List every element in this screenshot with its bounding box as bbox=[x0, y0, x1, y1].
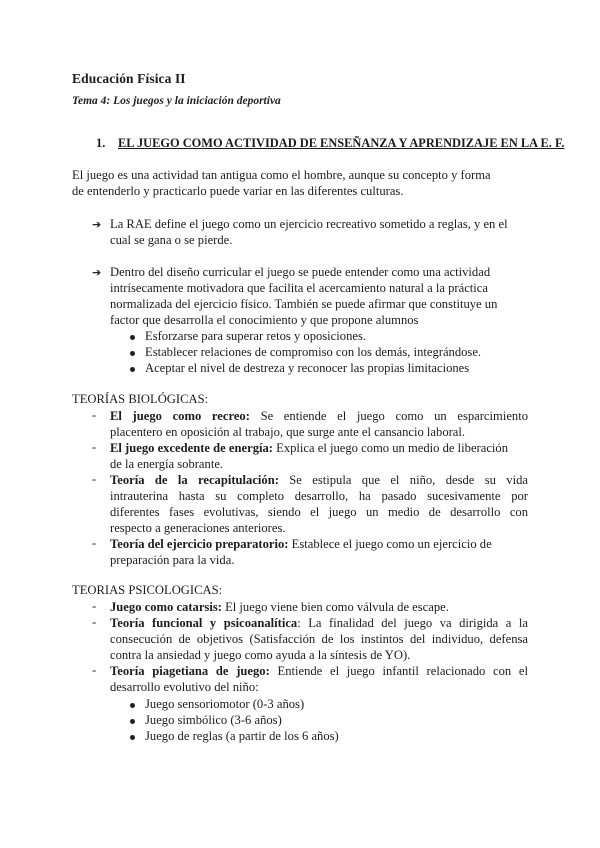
psy-term: Teoría piagetiana de juego: bbox=[110, 664, 270, 678]
bio-text: preparación para la vida. bbox=[110, 553, 235, 567]
dash-marker: - bbox=[92, 599, 97, 613]
bio-heading: TEORÍAS BIOLÓGICAS: bbox=[72, 392, 209, 406]
bullet-icon bbox=[130, 735, 135, 740]
dash-marker: - bbox=[92, 408, 97, 422]
bio-term: Teoría de la recapitulación: bbox=[110, 473, 279, 487]
bio-text: Establece el juego como un ejercicio de bbox=[291, 537, 492, 551]
bio-text: respecto a generaciones anteriores. bbox=[110, 521, 286, 535]
bio-text: Se entiende el juego como un esparcimiento bbox=[260, 409, 529, 423]
psy-item bbox=[110, 599, 530, 615]
arrow-item-line: Dentro del diseño curricular el juego se puede entender como una actividad bbox=[110, 265, 491, 279]
bio-term: El juego excedente de energía: bbox=[110, 441, 273, 455]
arrow-item bbox=[110, 216, 530, 248]
section-title: EL JUEGO COMO ACTIVIDAD DE ENSEÑANZA Y APRENDIZAJE EN LA E. F. bbox=[118, 136, 565, 150]
section-number: 1. bbox=[96, 136, 106, 150]
bullet-icon bbox=[130, 367, 135, 372]
intro-line: de entenderlo y practicarlo puede variar en las diferentes culturas. bbox=[72, 184, 404, 198]
psy-text: contra la ansiedad y juego como ayuda a la síntesis de YO). bbox=[110, 648, 411, 662]
psy-text: El juego viene bien como válvula de escape. bbox=[225, 600, 449, 614]
dash-marker: - bbox=[92, 615, 97, 629]
bio-item bbox=[110, 408, 528, 440]
arrow-bullet-icon: ➔ bbox=[92, 266, 102, 279]
dash-marker: - bbox=[92, 663, 97, 677]
topic-title: Tema 4: Los juegos y la iniciación deportiva bbox=[72, 95, 281, 107]
sub-bullet-item: Aceptar el nivel de destreza y reconocer las propias limitaciones bbox=[145, 361, 470, 375]
bio-item bbox=[110, 472, 528, 536]
bullet-icon bbox=[130, 719, 135, 724]
piaget-item: Juego sensoriomotor (0-3 años) bbox=[145, 697, 305, 711]
arrow-bullet-icon: ➔ bbox=[92, 218, 102, 231]
psy-text: Entiende el juego infantil relacionado con el bbox=[277, 664, 528, 678]
intro-paragraph bbox=[72, 167, 528, 199]
psy-item bbox=[110, 615, 528, 663]
bullet-icon bbox=[130, 703, 135, 708]
arrow-item bbox=[110, 264, 530, 328]
bio-text: Se estipula que el niño, desde su vida bbox=[289, 473, 528, 487]
psy-term: Teoría funcional y psicoanalítica bbox=[110, 616, 298, 630]
bio-term: El juego como recreo: bbox=[110, 409, 250, 423]
psy-heading: TEORIAS PSICOLOGICAS: bbox=[72, 583, 223, 597]
bio-text: intrauterina hasta su completo desarrollo, ha pasado sucesivamente por bbox=[110, 489, 528, 503]
sub-bullet-item: Esforzarse para superar retos y oposiciones. bbox=[145, 329, 367, 343]
bio-text: diferentes fases evolutivas, siendo el juego un medio de desarrollo con bbox=[110, 505, 528, 519]
bullet-icon bbox=[130, 351, 135, 356]
bio-text: de la energía sobrante. bbox=[110, 457, 224, 471]
course-title: Educación Física II bbox=[72, 71, 186, 86]
bio-item bbox=[110, 440, 530, 472]
psy-term: Juego como catarsis: bbox=[110, 600, 222, 614]
piaget-item: Juego de reglas (a partir de los 6 años) bbox=[145, 729, 339, 743]
arrow-item-line: cual se gana o se pierde. bbox=[110, 233, 233, 247]
arrow-item-line: factor que desarrolla el conocimiento y que propone alumnos bbox=[110, 313, 419, 327]
piaget-item: Juego simbólico (3-6 años) bbox=[145, 713, 282, 727]
bio-term: Teoría del ejercicio preparatorio: bbox=[110, 537, 289, 551]
bio-text: Explica el juego como un medio de liberación bbox=[276, 441, 508, 455]
dash-marker: - bbox=[92, 472, 97, 486]
intro-line: El juego es una actividad tan antigua como el hombre, aunque su concepto y forma bbox=[72, 168, 491, 182]
section-heading bbox=[96, 136, 565, 151]
arrow-item-line: La RAE define el juego como un ejercicio recreativo sometido a reglas, y en el bbox=[110, 217, 508, 231]
psy-item bbox=[110, 663, 528, 695]
psy-text: desarrollo evolutivo del niño: bbox=[110, 680, 259, 694]
dash-marker: - bbox=[92, 440, 97, 454]
arrow-item-line: intrísecamente motivadora que facilita el acercamiento natural a la práctica bbox=[110, 281, 488, 295]
dash-marker: - bbox=[92, 536, 97, 550]
bullet-icon bbox=[130, 335, 135, 340]
bio-text: placentero en oposición al trabajo, que surge ante el cansancio laboral. bbox=[110, 425, 466, 439]
psy-text: consecución de objetivos (Satisfacción de los instintos del individuo, defensa bbox=[110, 632, 528, 646]
arrow-item-line: normalizada del ejercicio físico. También se puede afirmar que constituye un bbox=[110, 297, 498, 311]
sub-bullet-item: Establecer relaciones de compromiso con los demás, integrándose. bbox=[145, 345, 482, 359]
psy-text: : La finalidad del juego va dirigida a la bbox=[297, 616, 528, 630]
bio-item bbox=[110, 536, 530, 568]
